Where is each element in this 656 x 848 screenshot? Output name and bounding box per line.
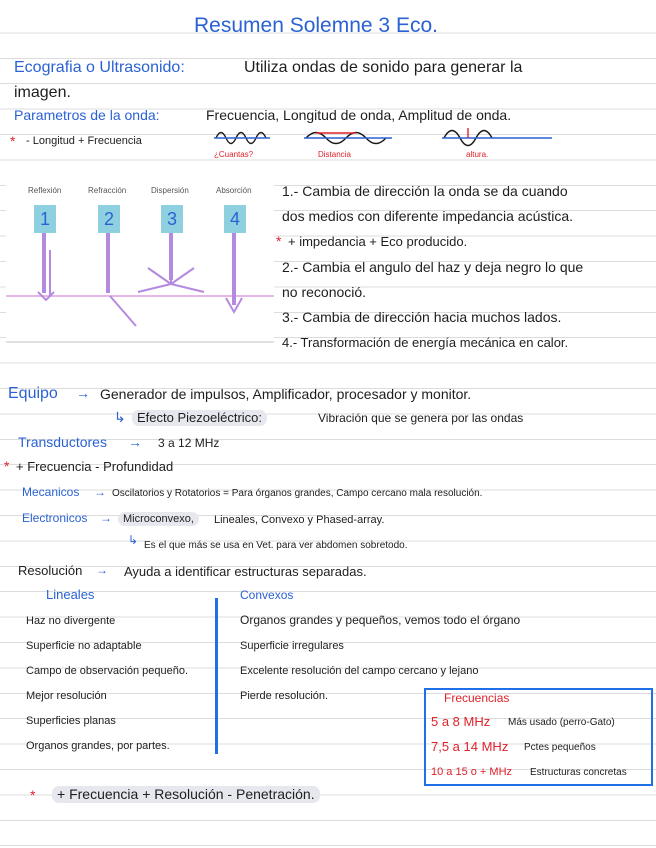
amplitude-wave-icon xyxy=(442,128,552,146)
convexos-item: Pierde resolución. xyxy=(240,690,329,702)
frecuencia-desc: Estructuras concretas xyxy=(530,767,627,778)
asterisk-mark: * xyxy=(276,233,282,249)
convexos-item: Excelente resolución del campo cercano y lejano xyxy=(240,665,479,677)
wave-note: - Longitud + Frecuencia xyxy=(26,135,142,147)
arrow-down-right-icon: ↳ xyxy=(128,533,139,547)
phenomena-line-6: 3.- Cambia de dirección hacia muchos lados. xyxy=(282,309,562,325)
electronicos-highlight: Microconvexo, xyxy=(118,512,199,526)
transductores-rule: + Frecuencia - Profundidad xyxy=(16,459,174,474)
lineales-item: Superficie no adaptable xyxy=(26,640,142,652)
equipo-highlight: Efecto Piezoeléctrico: xyxy=(132,410,267,426)
diagram-box-1: 1 xyxy=(34,205,56,233)
frecuencia-range: 10 a 15 o + MHz xyxy=(431,766,513,778)
lineales-item: Mejor resolución xyxy=(26,690,107,702)
resolucion-heading: Resolución xyxy=(18,563,83,578)
equipo-text: Generador de impulsos, Amplificador, procesador y monitor. xyxy=(100,386,472,402)
frequency-wave-icon xyxy=(214,133,270,144)
phenomena-line-4: 2.- Cambia el angulo del haz y deja negro lo que xyxy=(282,259,584,275)
asterisk-mark: * xyxy=(4,458,10,474)
arrow-right-icon: → xyxy=(96,563,108,577)
resolucion-text: Ayuda a identificar estructuras separadas. xyxy=(124,564,367,579)
asterisk-mark: * xyxy=(10,133,16,149)
intro-heading: Ecografia o Ultrasonido: xyxy=(14,59,185,76)
frecuencia-range: 5 a 8 MHz xyxy=(431,714,491,729)
intro-text-2: imagen. xyxy=(14,84,71,101)
wave-sketches xyxy=(212,124,562,164)
convexos-heading: Convexos xyxy=(240,588,294,602)
page-title: Resumen Solemne 3 Eco. xyxy=(194,14,438,37)
transductores-heading: Transductores xyxy=(18,434,107,450)
convexos-item: Organos grandes y pequeños, vemos todo el órgano xyxy=(240,613,521,627)
diagram-label-refraccion: Refracción xyxy=(88,186,127,195)
electronicos-heading: Electronicos xyxy=(22,511,88,525)
phenomena-line-7: 4.- Transformación de energía mecánica en calor. xyxy=(282,335,569,350)
frecuencia-range: 7,5 a 14 MHz xyxy=(431,739,509,754)
lineales-heading: Lineales xyxy=(46,587,95,602)
equipo-heading: Equipo xyxy=(8,385,58,402)
arrow-right-icon: → xyxy=(94,485,106,499)
wave-label-frequency: ¿Cuantas? xyxy=(214,150,254,159)
wave-label-amplitude: altura. xyxy=(466,150,489,159)
phenomena-line-2: dos medios con diferente impedancia acústica. xyxy=(282,208,574,224)
frecuencias-box xyxy=(424,688,653,786)
intro-text-1: Utiliza ondas de sonido para generar la xyxy=(244,59,523,76)
electronicos-sub: Es el que más se usa en Vet. para ver abdomen sobretodo. xyxy=(144,540,408,551)
lineales-item: Campo de observación pequeño. xyxy=(26,665,189,677)
frecuencia-desc: Pctes pequeños xyxy=(524,742,596,753)
frecuencias-heading: Frecuencias xyxy=(444,691,510,705)
diagram-box-3: 3 xyxy=(161,205,183,233)
phenomena-line-1: 1.- Cambia de dirección la onda se da cuando xyxy=(282,183,568,199)
column-divider xyxy=(215,598,218,754)
diagram-box-4: 4 xyxy=(224,205,246,233)
electronicos-text: Lineales, Convexo y Phased-array. xyxy=(214,514,385,526)
phenomena-line-5: no reconoció. xyxy=(282,284,367,300)
arrow-right-icon: → xyxy=(100,511,112,525)
wavelength-wave-icon xyxy=(304,133,392,144)
wave-params-heading: Parametros de la onda: xyxy=(14,107,160,123)
wave-label-wavelength: Distancia xyxy=(318,150,351,159)
mecanicos-heading: Mecanicos xyxy=(22,485,80,499)
lineales-item: Organos grandes, por partes. xyxy=(26,740,170,752)
phenomena-line-3: + impedancia + Eco producido. xyxy=(288,234,468,249)
arrow-right-icon: → xyxy=(128,434,142,450)
dispersion-arrows-icon xyxy=(138,264,204,292)
equipo-sub-text: Vibración que se genera por las ondas xyxy=(318,411,524,425)
mecanicos-text: Oscilatorios y Rotatorios = Para órganos grandes, Campo cercano mala resolución. xyxy=(112,488,483,499)
lineales-item: Haz no divergente xyxy=(26,615,116,627)
lineales-item: Superficies planas xyxy=(26,715,116,727)
transductores-text: 3 a 12 MHz xyxy=(158,436,220,450)
footer-rule: + Frecuencia + Resolución - Penetración. xyxy=(52,786,320,803)
diagram-label-absorcion: Absorción xyxy=(216,186,252,195)
arrow-right-icon: → xyxy=(76,385,90,401)
ultrasound-phenomena-diagram xyxy=(6,180,274,345)
diagram-label-dispersion: Dispersión xyxy=(151,186,189,195)
diagram-label-reflexion: Reflexión xyxy=(28,186,62,195)
refraccion-arrow-icon xyxy=(110,296,136,326)
convexos-item: Superficie irregulares xyxy=(240,640,344,652)
frecuencia-desc: Más usado (perro-Gato) xyxy=(508,717,615,728)
diagram-box-2: 2 xyxy=(98,205,120,233)
arrow-down-right-icon: ↳ xyxy=(114,409,126,425)
asterisk-mark: * xyxy=(30,787,36,803)
wave-params-text: Frecuencia, Longitud de onda, Amplitud de onda. xyxy=(206,107,512,123)
